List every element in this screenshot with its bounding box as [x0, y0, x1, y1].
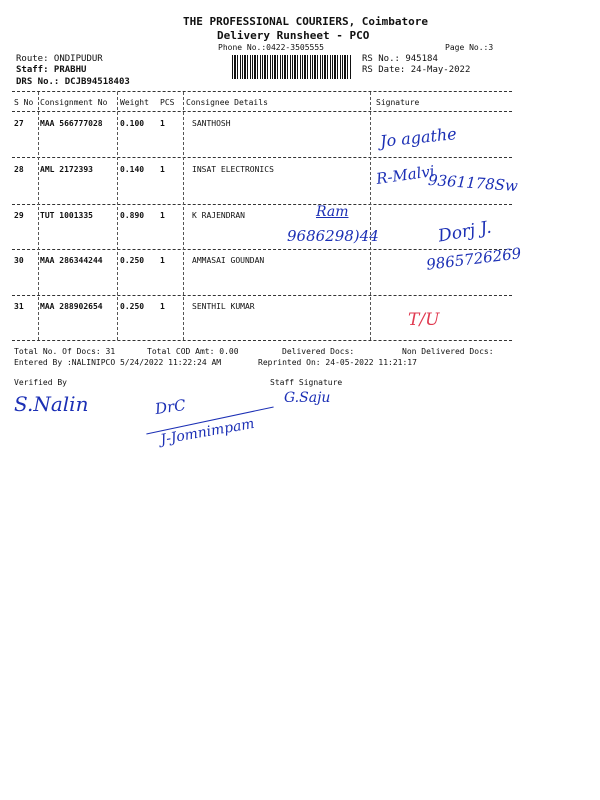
row-weight: 0.890 — [120, 211, 145, 220]
table-header-rule — [12, 111, 512, 112]
route: Route: ONDIPUDUR — [16, 54, 103, 64]
row-sno: 30 — [14, 256, 24, 265]
row-consignee: AMMASAI GOUNDAN — [192, 256, 265, 265]
header-consignment: Consignment No — [40, 98, 108, 107]
handwritten-signature: R-Malvi — [375, 162, 436, 188]
row-consignee: SANTHOSH — [192, 119, 231, 128]
rs-number: RS No.: 945184 — [362, 54, 438, 64]
handwritten-signature: Ram — [316, 204, 349, 220]
row-weight: 0.250 — [120, 302, 145, 311]
header-weight: Weight — [120, 98, 149, 107]
row-consignment: MAA 288902654 — [40, 302, 103, 311]
handwritten-phone: 9361178Sw — [427, 170, 519, 196]
page-number: Page No.:3 — [445, 43, 494, 52]
reprinted-on: Reprinted On: 24-05-2022 11:21:17 — [258, 358, 417, 367]
row-weight: 0.100 — [120, 119, 145, 128]
handwritten-phone: 9686298)44 — [287, 227, 379, 245]
rs-date: RS Date: 24-May-2022 — [362, 65, 471, 75]
col-divider — [183, 92, 184, 340]
row-consignment: MAA 286344244 — [40, 256, 103, 265]
total-cod: Total COD Amt: 0.00 — [147, 347, 239, 356]
row-rule — [12, 249, 512, 250]
header-consignee: Consignee Details — [186, 98, 268, 107]
row-sno: 27 — [14, 119, 24, 128]
handwritten-signature: Dorj J. — [436, 217, 493, 247]
table-top-rule — [12, 91, 512, 92]
row-pcs: 1 — [160, 302, 165, 311]
row-consignee: K RAJENDRAN — [192, 211, 245, 220]
row-weight: 0.140 — [120, 165, 145, 174]
handwritten-signature: Jo agathe — [379, 124, 458, 151]
staff: Staff: PRABHU — [16, 65, 87, 75]
table-bottom-rule — [12, 340, 512, 341]
phone-number: Phone No.:0422-3505555 — [218, 43, 324, 52]
header-pcs: PCS — [160, 98, 175, 107]
header-signature: Signature — [376, 98, 420, 107]
handwritten-mark: T/U — [408, 310, 440, 330]
row-rule — [12, 204, 512, 205]
row-sno: 31 — [14, 302, 24, 311]
drs-number: DRS No.: DCJB94518403 — [16, 77, 130, 87]
staff-signature-label: Staff Signature — [270, 378, 343, 387]
header-sno: S No — [14, 98, 34, 107]
handwritten-signature: J-Jomnimpam — [159, 415, 256, 449]
verified-by-label: Verified By — [14, 378, 67, 387]
row-pcs: 1 — [160, 165, 165, 174]
row-consignee: SENTHIL KUMAR — [192, 302, 255, 311]
handwritten-phone: 9865726269 — [425, 244, 523, 274]
row-pcs: 1 — [160, 211, 165, 220]
col-divider — [117, 92, 118, 340]
drc-signature: DrC — [153, 395, 187, 419]
row-consignment: AML 2172393 — [40, 165, 93, 174]
total-docs: Total No. Of Docs: 31 — [14, 347, 116, 356]
row-weight: 0.250 — [120, 256, 145, 265]
row-pcs: 1 — [160, 256, 165, 265]
row-sno: 29 — [14, 211, 24, 220]
row-pcs: 1 — [160, 119, 165, 128]
col-divider — [38, 92, 39, 340]
verified-signature: S.Nalin — [14, 392, 89, 416]
entered-by: Entered By :NALINIPCO 5/24/2022 11:22:24 AM — [14, 358, 222, 367]
row-consignment: MAA 566777028 — [40, 119, 103, 128]
runsheet-subtitle: Delivery Runsheet - PCO — [217, 29, 370, 42]
delivered-docs: Delivered Docs: — [282, 347, 355, 356]
row-rule — [12, 295, 512, 296]
staff-signature: G.Saju — [284, 390, 331, 406]
non-delivered-docs: Non Delivered Docs: — [402, 347, 494, 356]
row-consignment: TUT 1001335 — [40, 211, 93, 220]
col-divider — [370, 92, 371, 340]
row-sno: 28 — [14, 165, 24, 174]
barcode — [232, 55, 352, 79]
company-title: THE PROFESSIONAL COURIERS, Coimbatore — [183, 15, 429, 28]
row-rule — [12, 157, 512, 158]
row-consignee: INSAT ELECTRONICS — [192, 165, 274, 174]
